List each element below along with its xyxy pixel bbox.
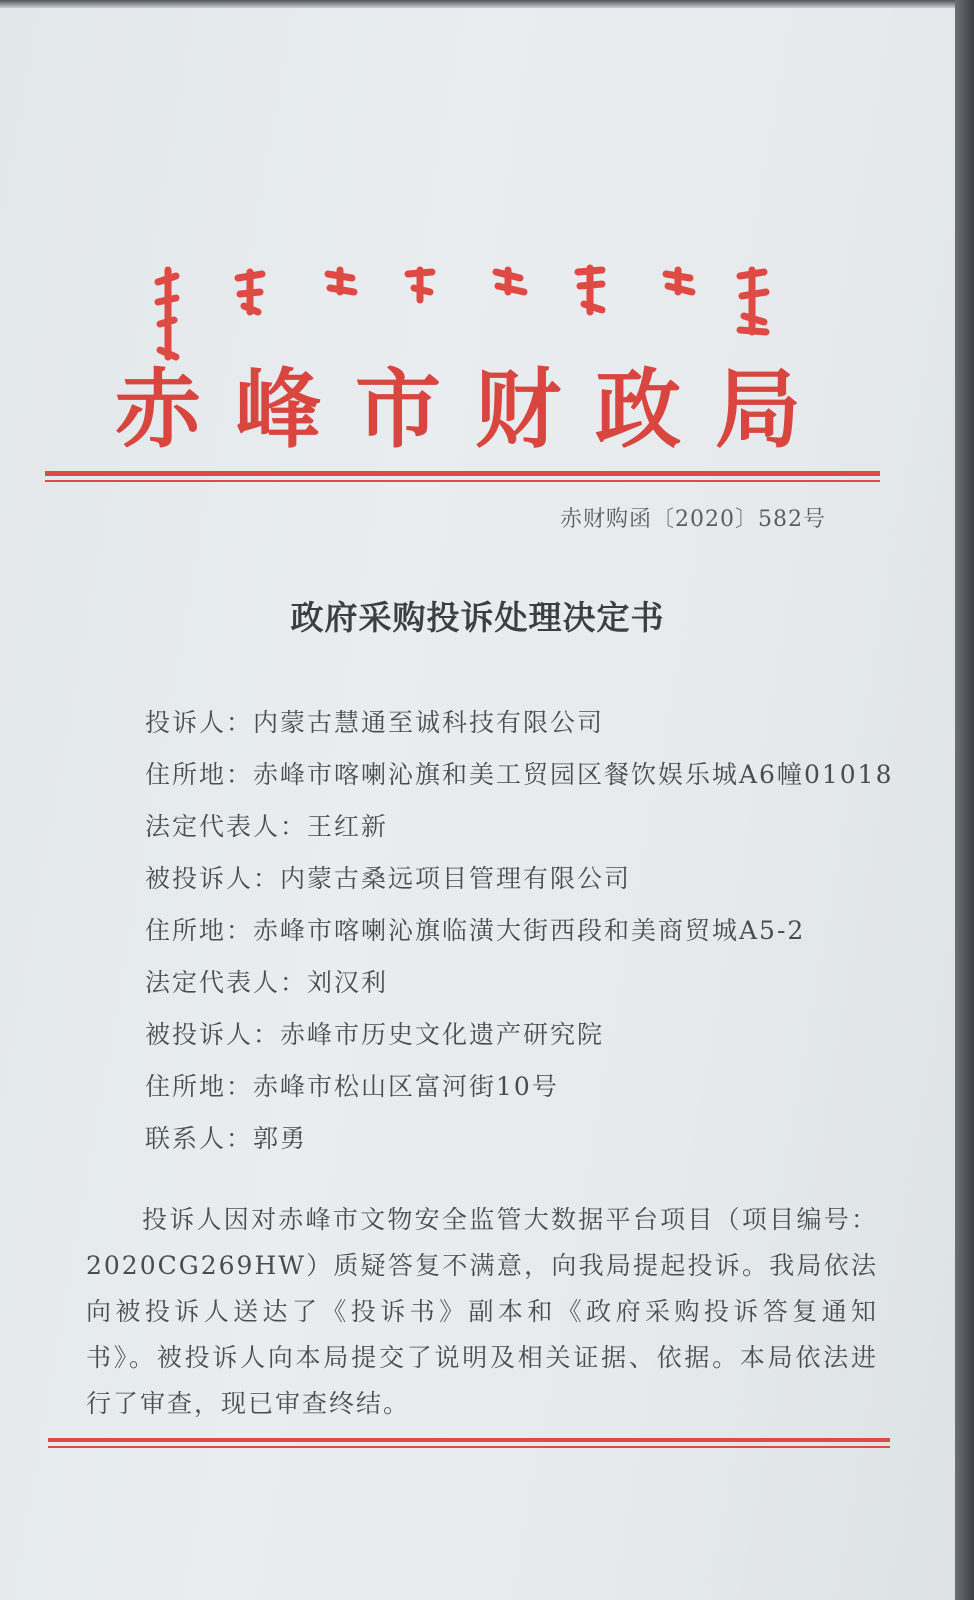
complainant-line: 投诉人：内蒙古慧通至诚科技有限公司 — [145, 708, 605, 737]
respondent-2-line: 被投诉人：赤峰市历史文化遗产研究院 — [145, 1020, 605, 1049]
respondent-1-representative-line: 法定代表人：刘汉利 — [145, 968, 389, 997]
footer-red-line-thin — [48, 1446, 890, 1448]
document-title: 政府采购投诉处理决定书 — [290, 598, 665, 637]
respondent-1-address-line: 住所地：赤峰市喀喇沁旗临潢大街西段和美商贸城A5-2 — [145, 916, 806, 945]
respondent-2-address-line: 住所地：赤峰市松山区富河街10号 — [145, 1072, 559, 1101]
page-top-edge — [0, 0, 955, 8]
respondent-2-contact-line: 联系人：郭勇 — [145, 1124, 308, 1153]
respondent-1-line: 被投诉人：内蒙古桑远项目管理有限公司 — [145, 864, 632, 893]
header-red-line-thick — [45, 471, 880, 476]
letterhead-org-name: 赤峰市财政局 — [115, 359, 835, 460]
complainant-representative-line: 法定代表人：王红新 — [145, 812, 389, 841]
body-paragraph: 投诉人因对赤峰市文物安全监管大数据平台项目（项目编号：2020CG269HW）质疑答复不满意，向我局提起投诉。我局依法向被投诉人送达了《投诉书》副本和《政府采购投诉答复通知书》。被投诉人向本局提交了说明及相关证据、依据。本局依法进行了审查，现已审查终结。 — [86, 1205, 878, 1418]
complainant-address-line: 住所地：赤峰市喀喇沁旗和美工贸园区餐饮娱乐城A6幢01018 — [145, 760, 894, 789]
header-red-line-thin — [45, 480, 880, 482]
page-right-edge-shadow — [955, 0, 974, 1600]
party-info-list — [145, 700, 905, 1168]
footer-red-line-thick — [48, 1438, 890, 1442]
document-number: 赤财购函〔2020〕582号 — [560, 507, 826, 532]
